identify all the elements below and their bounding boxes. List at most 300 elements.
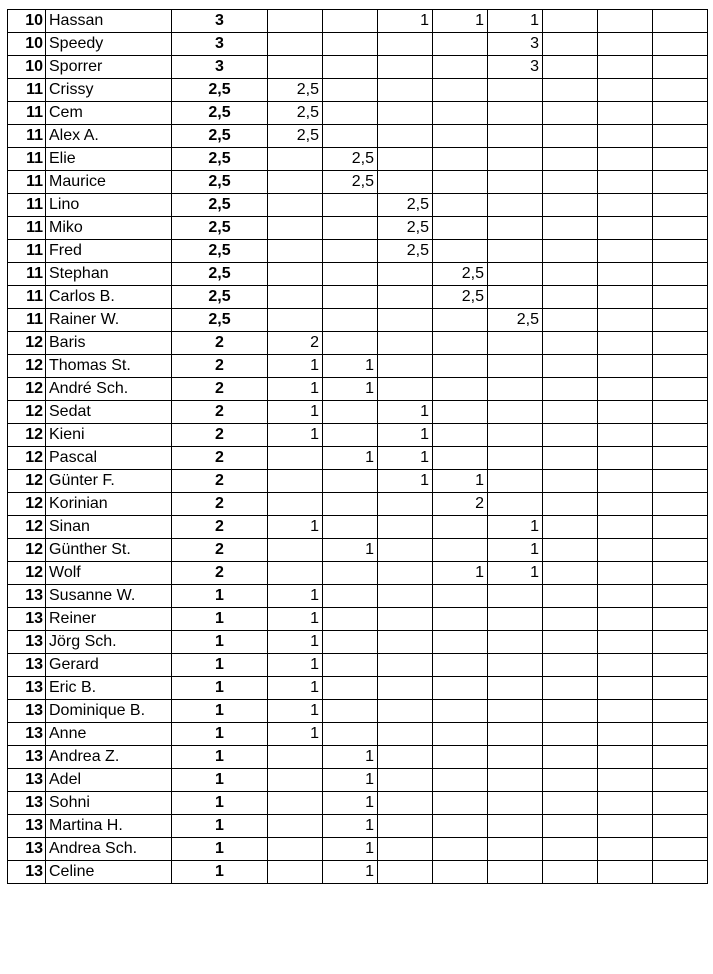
points-cell: 1: [488, 562, 543, 585]
points-cell: [323, 424, 378, 447]
rank-cell: 11: [8, 148, 46, 171]
points-cell: [653, 608, 708, 631]
points-cell: [653, 539, 708, 562]
total-points-cell: 2: [172, 447, 268, 470]
points-cell: [598, 861, 653, 884]
points-cell: [598, 562, 653, 585]
points-cell: [653, 838, 708, 861]
points-cell: [323, 79, 378, 102]
total-points-cell: 1: [172, 631, 268, 654]
points-cell: 1: [268, 723, 323, 746]
rank-cell: 13: [8, 746, 46, 769]
points-cell: [323, 516, 378, 539]
rank-cell: 11: [8, 79, 46, 102]
total-points-cell: 2: [172, 516, 268, 539]
total-points-cell: 1: [172, 838, 268, 861]
points-cell: [488, 194, 543, 217]
rank-cell: 13: [8, 792, 46, 815]
points-cell: [433, 769, 488, 792]
points-cell: [543, 286, 598, 309]
points-cell: [323, 125, 378, 148]
points-cell: [598, 125, 653, 148]
total-points-cell: 2: [172, 355, 268, 378]
points-cell: [488, 470, 543, 493]
points-cell: 1: [433, 470, 488, 493]
points-cell: 1: [378, 447, 433, 470]
points-cell: [378, 171, 433, 194]
table-row: [8, 654, 708, 677]
points-cell: [543, 700, 598, 723]
points-cell: [653, 815, 708, 838]
player-name-cell: Carlos B.: [46, 286, 172, 309]
points-cell: [433, 309, 488, 332]
points-cell: [653, 194, 708, 217]
points-cell: [543, 539, 598, 562]
table-row: [8, 263, 708, 286]
points-cell: [378, 861, 433, 884]
points-cell: [598, 332, 653, 355]
player-name-cell: Rainer W.: [46, 309, 172, 332]
points-cell: [598, 838, 653, 861]
points-cell: 1: [378, 424, 433, 447]
points-cell: [378, 33, 433, 56]
points-cell: 2,5: [268, 79, 323, 102]
total-points-cell: 3: [172, 10, 268, 33]
player-name-cell: Jörg Sch.: [46, 631, 172, 654]
points-cell: [653, 401, 708, 424]
player-name-cell: Thomas St.: [46, 355, 172, 378]
points-cell: [598, 240, 653, 263]
rank-cell: 11: [8, 125, 46, 148]
points-cell: [543, 125, 598, 148]
points-cell: 1: [268, 654, 323, 677]
points-cell: [488, 148, 543, 171]
player-name-cell: Sinan: [46, 516, 172, 539]
table-row: [8, 792, 708, 815]
points-cell: [323, 33, 378, 56]
table-row: [8, 700, 708, 723]
total-points-cell: 2,5: [172, 125, 268, 148]
points-cell: [653, 516, 708, 539]
total-points-cell: 2: [172, 493, 268, 516]
points-cell: [378, 286, 433, 309]
total-points-cell: 2,5: [172, 79, 268, 102]
points-cell: 2: [433, 493, 488, 516]
points-cell: 2,5: [268, 125, 323, 148]
points-cell: [488, 79, 543, 102]
points-cell: 2,5: [323, 171, 378, 194]
rank-cell: 13: [8, 815, 46, 838]
points-cell: [488, 125, 543, 148]
points-cell: [653, 677, 708, 700]
points-cell: [488, 447, 543, 470]
points-cell: [653, 447, 708, 470]
points-cell: [433, 792, 488, 815]
player-name-cell: Dominique B.: [46, 700, 172, 723]
points-cell: [433, 79, 488, 102]
rank-cell: 13: [8, 700, 46, 723]
points-cell: [543, 194, 598, 217]
table-row: [8, 401, 708, 424]
table-row: [8, 493, 708, 516]
points-cell: [598, 516, 653, 539]
points-cell: [598, 33, 653, 56]
points-cell: [488, 769, 543, 792]
points-cell: [323, 102, 378, 125]
points-cell: 1: [268, 585, 323, 608]
points-cell: [323, 470, 378, 493]
points-cell: [543, 815, 598, 838]
points-cell: [378, 309, 433, 332]
points-cell: [433, 378, 488, 401]
points-cell: 1: [488, 10, 543, 33]
points-cell: [378, 585, 433, 608]
points-cell: [543, 10, 598, 33]
points-cell: [488, 171, 543, 194]
points-cell: [323, 562, 378, 585]
points-cell: [268, 33, 323, 56]
points-cell: 1: [323, 769, 378, 792]
points-cell: 2: [268, 332, 323, 355]
points-cell: [433, 447, 488, 470]
player-name-cell: Miko: [46, 217, 172, 240]
player-name-cell: Korinian: [46, 493, 172, 516]
points-cell: 1: [378, 470, 433, 493]
rank-cell: 10: [8, 10, 46, 33]
points-cell: [653, 10, 708, 33]
points-cell: [488, 815, 543, 838]
points-cell: [488, 378, 543, 401]
points-cell: [653, 332, 708, 355]
points-cell: [378, 700, 433, 723]
points-cell: 1: [268, 401, 323, 424]
points-cell: [653, 424, 708, 447]
total-points-cell: 3: [172, 33, 268, 56]
points-cell: 1: [488, 516, 543, 539]
rank-cell: 11: [8, 102, 46, 125]
points-cell: [488, 723, 543, 746]
points-cell: [268, 56, 323, 79]
points-cell: [543, 861, 598, 884]
points-cell: [653, 378, 708, 401]
points-cell: 1: [268, 608, 323, 631]
points-cell: [268, 562, 323, 585]
table-row: [8, 171, 708, 194]
total-points-cell: 1: [172, 769, 268, 792]
rank-cell: 12: [8, 332, 46, 355]
total-points-cell: 1: [172, 815, 268, 838]
points-cell: 1: [323, 815, 378, 838]
points-cell: [598, 10, 653, 33]
points-cell: [488, 263, 543, 286]
points-cell: [433, 631, 488, 654]
rank-cell: 10: [8, 33, 46, 56]
points-cell: [543, 838, 598, 861]
points-cell: [433, 217, 488, 240]
player-name-cell: Susanne W.: [46, 585, 172, 608]
points-cell: [488, 792, 543, 815]
points-cell: 1: [323, 792, 378, 815]
points-cell: [323, 286, 378, 309]
points-cell: [378, 723, 433, 746]
points-cell: [268, 470, 323, 493]
points-cell: [433, 654, 488, 677]
points-cell: [543, 401, 598, 424]
points-cell: 1: [433, 10, 488, 33]
points-cell: [488, 746, 543, 769]
points-cell: [378, 355, 433, 378]
points-cell: 2,5: [378, 240, 433, 263]
player-name-cell: Baris: [46, 332, 172, 355]
points-cell: [598, 424, 653, 447]
points-cell: [598, 700, 653, 723]
points-cell: [433, 516, 488, 539]
points-cell: [378, 493, 433, 516]
table-row: [8, 56, 708, 79]
points-cell: [488, 401, 543, 424]
points-cell: [543, 332, 598, 355]
points-cell: [653, 171, 708, 194]
table-row: [8, 769, 708, 792]
total-points-cell: 2,5: [172, 263, 268, 286]
total-points-cell: 1: [172, 585, 268, 608]
points-cell: [598, 148, 653, 171]
rank-cell: 12: [8, 562, 46, 585]
points-cell: [323, 401, 378, 424]
points-cell: [653, 631, 708, 654]
table-row: [8, 631, 708, 654]
points-cell: [598, 102, 653, 125]
rank-cell: 11: [8, 309, 46, 332]
points-cell: [323, 585, 378, 608]
points-cell: [598, 171, 653, 194]
points-cell: [598, 746, 653, 769]
points-cell: [543, 447, 598, 470]
total-points-cell: 2,5: [172, 102, 268, 125]
table-body: [8, 10, 708, 884]
points-cell: [543, 171, 598, 194]
table-row: [8, 194, 708, 217]
player-name-cell: Andrea Z.: [46, 746, 172, 769]
points-cell: [433, 148, 488, 171]
total-points-cell: 2: [172, 332, 268, 355]
points-cell: [543, 585, 598, 608]
points-cell: [488, 631, 543, 654]
rank-cell: 12: [8, 424, 46, 447]
points-cell: [488, 493, 543, 516]
table-row: [8, 378, 708, 401]
points-cell: [653, 792, 708, 815]
points-cell: [653, 470, 708, 493]
points-cell: [543, 516, 598, 539]
player-name-cell: Kieni: [46, 424, 172, 447]
points-cell: [378, 838, 433, 861]
points-cell: [433, 401, 488, 424]
points-cell: 1: [323, 861, 378, 884]
points-cell: [268, 792, 323, 815]
player-name-cell: Speedy: [46, 33, 172, 56]
points-cell: [378, 562, 433, 585]
points-cell: [543, 102, 598, 125]
total-points-cell: 2: [172, 424, 268, 447]
points-cell: [323, 631, 378, 654]
points-cell: [488, 102, 543, 125]
total-points-cell: 2: [172, 470, 268, 493]
points-cell: [268, 217, 323, 240]
rank-cell: 11: [8, 171, 46, 194]
points-cell: [598, 401, 653, 424]
points-cell: [323, 194, 378, 217]
points-cell: 2,5: [433, 286, 488, 309]
points-cell: [653, 493, 708, 516]
total-points-cell: 1: [172, 723, 268, 746]
points-cell: [598, 677, 653, 700]
rank-cell: 12: [8, 539, 46, 562]
points-cell: 1: [323, 838, 378, 861]
points-cell: 1: [323, 539, 378, 562]
points-cell: [378, 815, 433, 838]
points-cell: [543, 217, 598, 240]
points-cell: [268, 309, 323, 332]
points-cell: [378, 102, 433, 125]
total-points-cell: 1: [172, 746, 268, 769]
points-cell: [433, 677, 488, 700]
points-cell: [378, 332, 433, 355]
points-cell: 1: [433, 562, 488, 585]
points-cell: [653, 102, 708, 125]
points-cell: [323, 263, 378, 286]
points-cell: [378, 631, 433, 654]
points-cell: [488, 700, 543, 723]
points-cell: 2,5: [378, 217, 433, 240]
points-cell: [323, 677, 378, 700]
table-row: [8, 355, 708, 378]
table-row: [8, 539, 708, 562]
points-cell: [543, 148, 598, 171]
points-cell: [433, 102, 488, 125]
points-cell: [268, 240, 323, 263]
points-cell: 1: [268, 378, 323, 401]
points-cell: [268, 194, 323, 217]
points-cell: [543, 608, 598, 631]
points-cell: [653, 654, 708, 677]
points-cell: [433, 125, 488, 148]
points-cell: [323, 240, 378, 263]
points-cell: [653, 861, 708, 884]
total-points-cell: 2: [172, 539, 268, 562]
total-points-cell: 2,5: [172, 240, 268, 263]
points-cell: [378, 516, 433, 539]
total-points-cell: 1: [172, 654, 268, 677]
points-cell: [378, 608, 433, 631]
points-cell: [598, 608, 653, 631]
points-cell: [598, 792, 653, 815]
points-cell: [378, 792, 433, 815]
points-cell: [433, 746, 488, 769]
total-points-cell: 1: [172, 677, 268, 700]
table-row: [8, 424, 708, 447]
points-cell: [433, 240, 488, 263]
points-cell: [433, 194, 488, 217]
points-cell: [543, 792, 598, 815]
table-row: [8, 516, 708, 539]
points-cell: 1: [378, 401, 433, 424]
points-cell: [653, 263, 708, 286]
points-cell: [433, 608, 488, 631]
player-name-cell: Maurice: [46, 171, 172, 194]
points-cell: [433, 332, 488, 355]
rank-cell: 13: [8, 723, 46, 746]
table-row: [8, 470, 708, 493]
points-cell: [598, 539, 653, 562]
points-cell: [323, 309, 378, 332]
points-cell: [488, 424, 543, 447]
total-points-cell: 1: [172, 861, 268, 884]
points-cell: [543, 309, 598, 332]
total-points-cell: 2: [172, 562, 268, 585]
points-cell: [653, 286, 708, 309]
table-row: [8, 723, 708, 746]
table-row: [8, 677, 708, 700]
total-points-cell: 2,5: [172, 286, 268, 309]
points-cell: [488, 240, 543, 263]
points-cell: [378, 654, 433, 677]
table-row: [8, 815, 708, 838]
points-cell: [598, 654, 653, 677]
points-cell: [433, 539, 488, 562]
points-cell: 3: [488, 56, 543, 79]
points-cell: [268, 769, 323, 792]
player-name-cell: Wolf: [46, 562, 172, 585]
rank-cell: 13: [8, 838, 46, 861]
points-cell: [488, 838, 543, 861]
points-cell: [488, 608, 543, 631]
total-points-cell: 1: [172, 700, 268, 723]
table-row: [8, 286, 708, 309]
table-row: [8, 838, 708, 861]
points-cell: [268, 10, 323, 33]
points-cell: [543, 355, 598, 378]
points-cell: [323, 56, 378, 79]
points-cell: 1: [323, 378, 378, 401]
table-row: [8, 309, 708, 332]
points-cell: [488, 332, 543, 355]
points-cell: 1: [268, 700, 323, 723]
rank-cell: 11: [8, 263, 46, 286]
player-name-cell: Andrea Sch.: [46, 838, 172, 861]
points-cell: [653, 562, 708, 585]
points-cell: [653, 56, 708, 79]
points-cell: [543, 424, 598, 447]
player-name-cell: Cem: [46, 102, 172, 125]
points-cell: [433, 700, 488, 723]
points-cell: [433, 838, 488, 861]
points-cell: [323, 217, 378, 240]
table-row: [8, 33, 708, 56]
points-cell: 2,5: [323, 148, 378, 171]
points-cell: 1: [268, 516, 323, 539]
total-points-cell: 2,5: [172, 217, 268, 240]
table-row: [8, 585, 708, 608]
rank-cell: 13: [8, 861, 46, 884]
table-row: [8, 608, 708, 631]
points-cell: [598, 56, 653, 79]
points-cell: [543, 79, 598, 102]
player-name-cell: Reiner: [46, 608, 172, 631]
points-cell: 1: [323, 746, 378, 769]
points-cell: [543, 769, 598, 792]
table-row: [8, 746, 708, 769]
